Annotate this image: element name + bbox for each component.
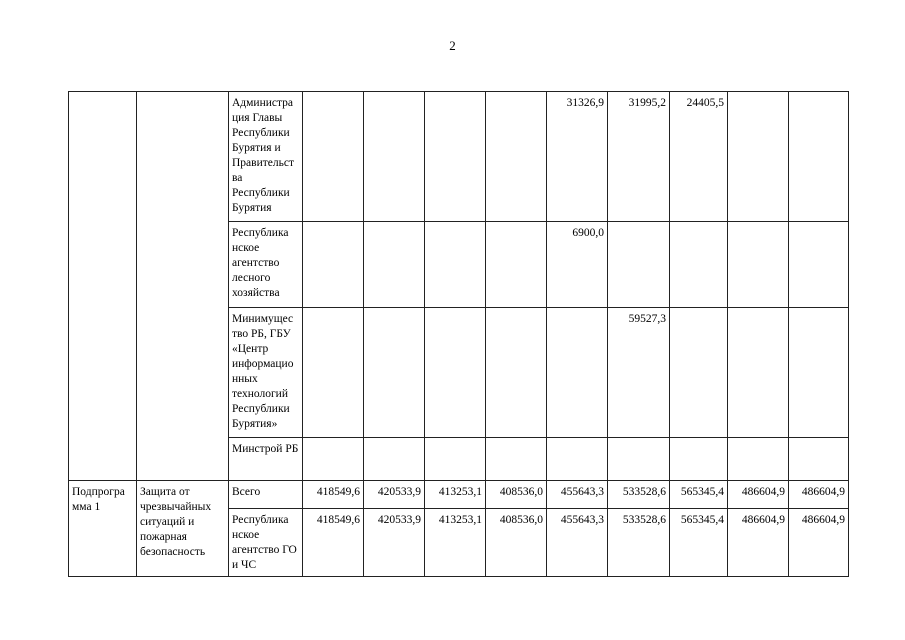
value-cell: [789, 438, 849, 481]
value-cell: [364, 308, 425, 438]
value-cell: 24405,5: [670, 92, 728, 222]
value-cell: 413253,1: [425, 509, 486, 577]
page-number: 2: [449, 38, 456, 53]
value-cell: [425, 308, 486, 438]
value-cell: [364, 222, 425, 308]
value-cell: [303, 438, 364, 481]
value-cell: [364, 92, 425, 222]
value-cell: 486604,9: [789, 481, 849, 509]
value-cell: [364, 438, 425, 481]
value-cell: 31995,2: [608, 92, 670, 222]
value-cell: [608, 438, 670, 481]
program-title-cell: [137, 92, 229, 481]
value-cell: [670, 438, 728, 481]
value-cell: 418549,6: [303, 481, 364, 509]
table-row: [69, 92, 849, 222]
value-cell: 565345,4: [670, 509, 728, 577]
value-cell: [547, 438, 608, 481]
value-cell: [303, 92, 364, 222]
value-cell: [728, 92, 789, 222]
executor-cell: Минстрой РБ: [229, 438, 303, 481]
value-cell: [303, 308, 364, 438]
value-cell: [728, 222, 789, 308]
value-cell: 31326,9: [547, 92, 608, 222]
value-cell: 408536,0: [486, 509, 547, 577]
subprogram-title-cell: Защита от чрезвычайных ситуаций и пожарная безопасность: [137, 481, 229, 577]
value-cell: 455643,3: [547, 509, 608, 577]
program-cell: [69, 92, 137, 481]
value-cell: [425, 92, 486, 222]
value-cell: [303, 222, 364, 308]
value-cell: 6900,0: [547, 222, 608, 308]
value-cell: 455643,3: [547, 481, 608, 509]
value-cell: [486, 308, 547, 438]
value-cell: 533528,6: [608, 481, 670, 509]
value-cell: [670, 222, 728, 308]
value-cell: 486604,9: [728, 481, 789, 509]
executor-cell: Всего: [229, 481, 303, 509]
value-cell: [547, 308, 608, 438]
value-cell: [486, 92, 547, 222]
value-cell: [789, 222, 849, 308]
budget-table: [68, 91, 849, 577]
executor-cell: Администра ция Главы Республики Бурятия и Правительст ва Республики Бурятия: [229, 92, 303, 222]
value-cell: [608, 222, 670, 308]
value-cell: [425, 222, 486, 308]
value-cell: 565345,4: [670, 481, 728, 509]
executor-cell: Республика нское агентство ГО и ЧС: [229, 509, 303, 577]
value-cell: 418549,6: [303, 509, 364, 577]
value-cell: [670, 308, 728, 438]
value-cell: [789, 308, 849, 438]
executor-cell: Республика нское агентство лесного хозяйства: [229, 222, 303, 308]
value-cell: 486604,9: [789, 509, 849, 577]
value-cell: [728, 438, 789, 481]
value-cell: [486, 438, 547, 481]
value-cell: [728, 308, 789, 438]
value-cell: 420533,9: [364, 481, 425, 509]
subprogram-cell: Подпрогра мма 1: [69, 481, 137, 577]
executor-cell: Минимущес тво РБ, ГБУ «Центр информацио нных технологий Республики Бурятия»: [229, 308, 303, 438]
value-cell: [425, 438, 486, 481]
value-cell: 413253,1: [425, 481, 486, 509]
value-cell: [789, 92, 849, 222]
value-cell: [486, 222, 547, 308]
value-cell: 59527,3: [608, 308, 670, 438]
table-row: [69, 481, 849, 509]
value-cell: 533528,6: [608, 509, 670, 577]
value-cell: 420533,9: [364, 509, 425, 577]
value-cell: 408536,0: [486, 481, 547, 509]
value-cell: 486604,9: [728, 509, 789, 577]
